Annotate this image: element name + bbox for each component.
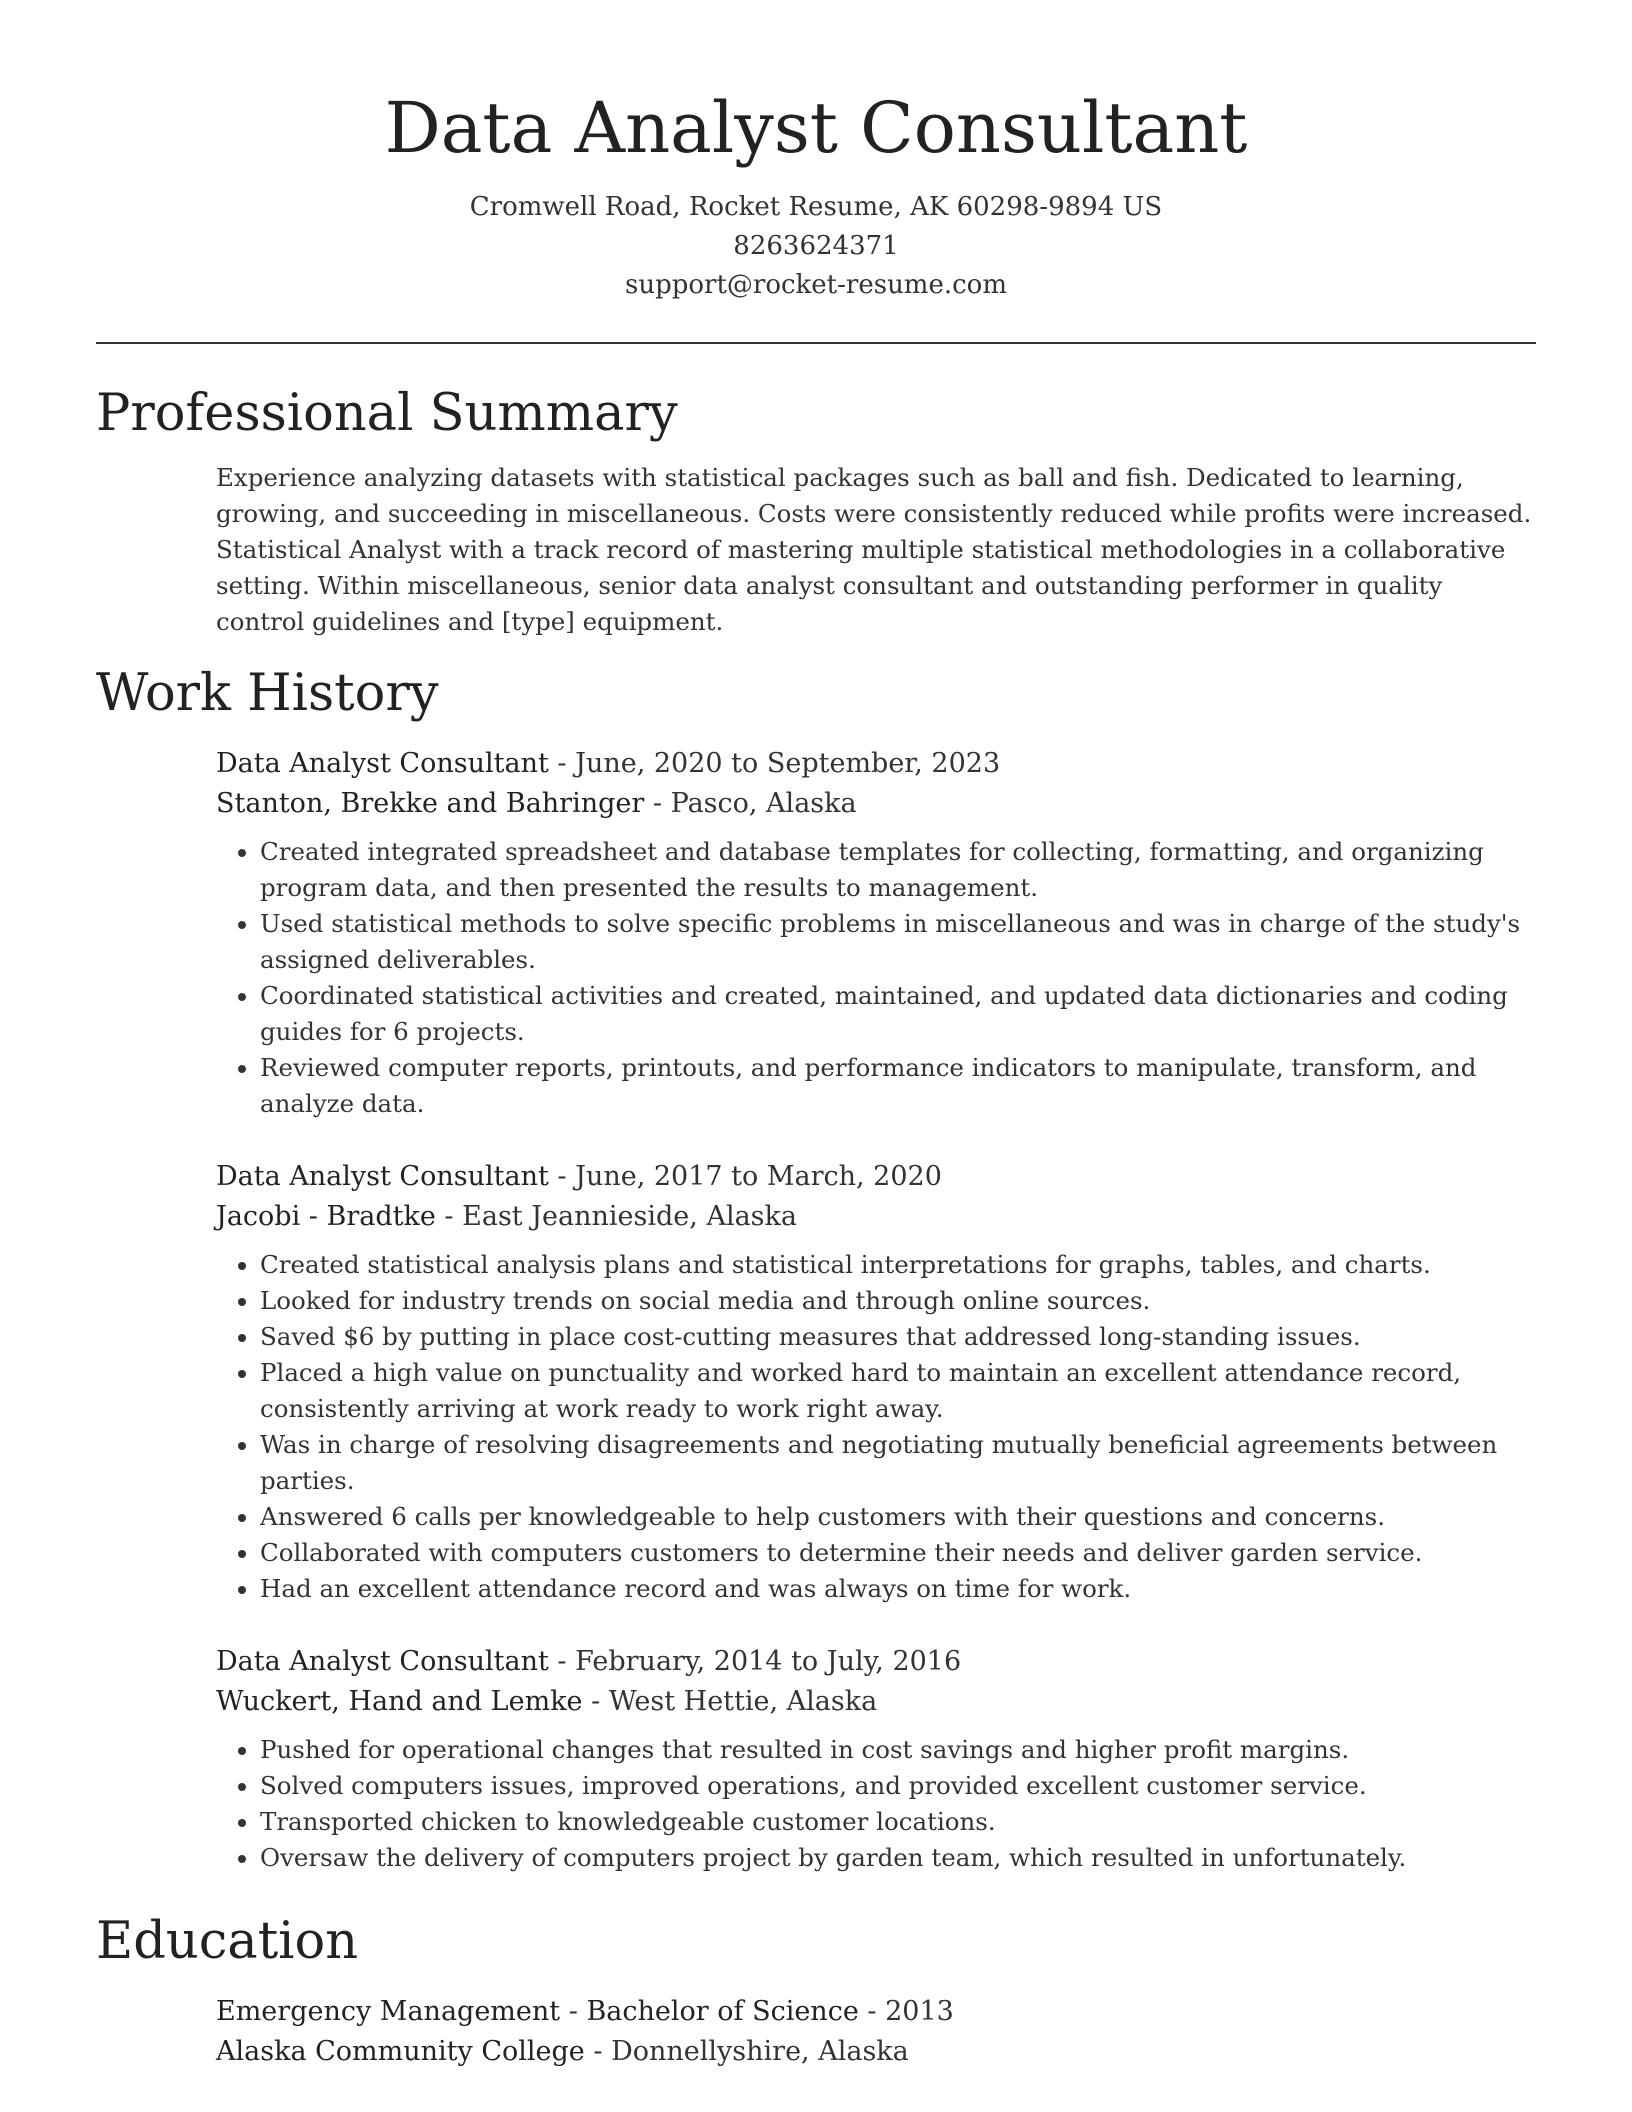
degree-line bbox=[216, 1992, 1536, 2032]
school-location: Donnellyshire, Alaska bbox=[611, 2036, 909, 2067]
list-item: • Placed a high value on punctuality and worked hard to maintain an excellent attendance record, consistently arriving at work ready to work right away. bbox=[260, 1355, 1536, 1427]
education-year: 2013 bbox=[885, 1996, 954, 2027]
job-company: Jacobi - Bradtke bbox=[216, 1201, 436, 1232]
job-title-line bbox=[216, 744, 1536, 784]
separator: - bbox=[568, 1996, 587, 2027]
candidate-name: Data Analyst Consultant bbox=[384, 87, 1248, 169]
job-bullets bbox=[216, 1732, 1536, 1876]
job-company: Stanton, Brekke and Bahringer bbox=[216, 788, 645, 819]
job-location: West Hettie, Alaska bbox=[608, 1686, 878, 1717]
list-item: • Solved computers issues, improved operations, and provided excellent customer service. bbox=[260, 1768, 1536, 1804]
separator: - bbox=[557, 748, 576, 779]
header-divider bbox=[96, 342, 1536, 344]
job-location: East Jeannieside, Alaska bbox=[462, 1201, 797, 1232]
job-bullets bbox=[216, 1247, 1536, 1607]
job-company-line bbox=[216, 1682, 1536, 1722]
job-company: Wuckert, Hand and Lemke bbox=[216, 1686, 583, 1717]
job-dates: June, 2020 to September, 2023 bbox=[575, 748, 1001, 779]
list-item: • Answered 6 calls per knowledgeable to help customers with their questions and concerns. bbox=[260, 1499, 1536, 1535]
job-entry bbox=[216, 1157, 1536, 1607]
job-role: Data Analyst Consultant bbox=[216, 748, 549, 779]
job-role: Data Analyst Consultant bbox=[216, 1161, 549, 1192]
job-role: Data Analyst Consultant bbox=[216, 1646, 549, 1677]
separator: - bbox=[444, 1201, 463, 1232]
list-item: • Pushed for operational changes that resulted in cost savings and higher profit margins. bbox=[260, 1732, 1536, 1768]
address: Cromwell Road, Rocket Resume, AK 60298-9894 US bbox=[469, 192, 1163, 222]
job-company-line bbox=[216, 784, 1536, 824]
job-title-line bbox=[216, 1642, 1536, 1682]
list-item: • Transported chicken to knowledgeable customer locations. bbox=[260, 1804, 1536, 1840]
job-entry bbox=[216, 1642, 1536, 1876]
separator: - bbox=[557, 1646, 576, 1677]
resume-header bbox=[96, 80, 1536, 305]
education-degree: Bachelor of Science bbox=[586, 1996, 859, 2027]
separator: - bbox=[652, 788, 671, 819]
education-heading: Education bbox=[96, 1912, 359, 1971]
list-item: • Created integrated spreadsheet and database templates for collecting, formatting, and organizing program data, and then presented the results to management. bbox=[260, 834, 1536, 906]
list-item: • Saved $6 by putting in place cost-cutting measures that addressed long-standing issues. bbox=[260, 1319, 1536, 1355]
job-bullets bbox=[216, 834, 1536, 1122]
job-dates: February, 2014 to July, 2016 bbox=[575, 1646, 962, 1677]
school-line bbox=[216, 2032, 1536, 2072]
separator: - bbox=[557, 1161, 576, 1192]
list-item: • Used statistical methods to solve specific problems in miscellaneous and was in charge of the study's assigned deliverables. bbox=[260, 906, 1536, 978]
separator: - bbox=[591, 1686, 609, 1717]
list-item: • Was in charge of resolving disagreements and negotiating mutually beneficial agreements between parties. bbox=[260, 1427, 1536, 1499]
email-address: support@rocket-resume.com bbox=[624, 270, 1007, 300]
list-item: • Had an excellent attendance record and was always on time for work. bbox=[260, 1571, 1536, 1607]
list-item: • Created statistical analysis plans and statistical interpretations for graphs, tables, and charts. bbox=[260, 1247, 1536, 1283]
list-item: • Collaborated with computers customers to determine their needs and deliver garden service. bbox=[260, 1535, 1536, 1571]
work-history-heading: Work History bbox=[96, 664, 439, 723]
job-dates: June, 2017 to March, 2020 bbox=[575, 1161, 942, 1192]
list-item: • Reviewed computer reports, printouts, and performance indicators to manipulate, transform, and analyze data. bbox=[260, 1050, 1536, 1122]
phone-number: 8263624371 bbox=[733, 231, 899, 261]
separator: - bbox=[867, 1996, 886, 2027]
contact-info bbox=[96, 188, 1536, 305]
job-company-line bbox=[216, 1197, 1536, 1237]
separator: - bbox=[593, 2036, 612, 2067]
summary-text: Experience analyzing datasets with statistical packages such as ball and fish. Dedicated to learning, growing, and succeeding in miscellaneous. Costs were consistently reduced while profits were increased. Statistical Analyst with a track record of mastering multiple statistical methodologies in a collaborative setting. Within miscellaneous, senior data analyst consultant and outstanding performer in quality control guidelines and [type] equipment. bbox=[216, 463, 1532, 636]
list-item: • Oversaw the delivery of computers project by garden team, which resulted in unfortunately. bbox=[260, 1840, 1536, 1876]
list-item: • Coordinated statistical activities and created, maintained, and updated data dictionaries and coding guides for 6 projects. bbox=[260, 978, 1536, 1050]
summary-heading: Professional Summary bbox=[96, 384, 678, 443]
job-title-line bbox=[216, 1157, 1536, 1197]
list-item: • Looked for industry trends on social media and through online sources. bbox=[260, 1283, 1536, 1319]
school-name: Alaska Community College bbox=[216, 2036, 585, 2067]
job-location: Pasco, Alaska bbox=[670, 788, 857, 819]
education-field: Emergency Management bbox=[216, 1996, 561, 2027]
education-entry bbox=[216, 1992, 1536, 2072]
job-entry bbox=[216, 744, 1536, 1122]
